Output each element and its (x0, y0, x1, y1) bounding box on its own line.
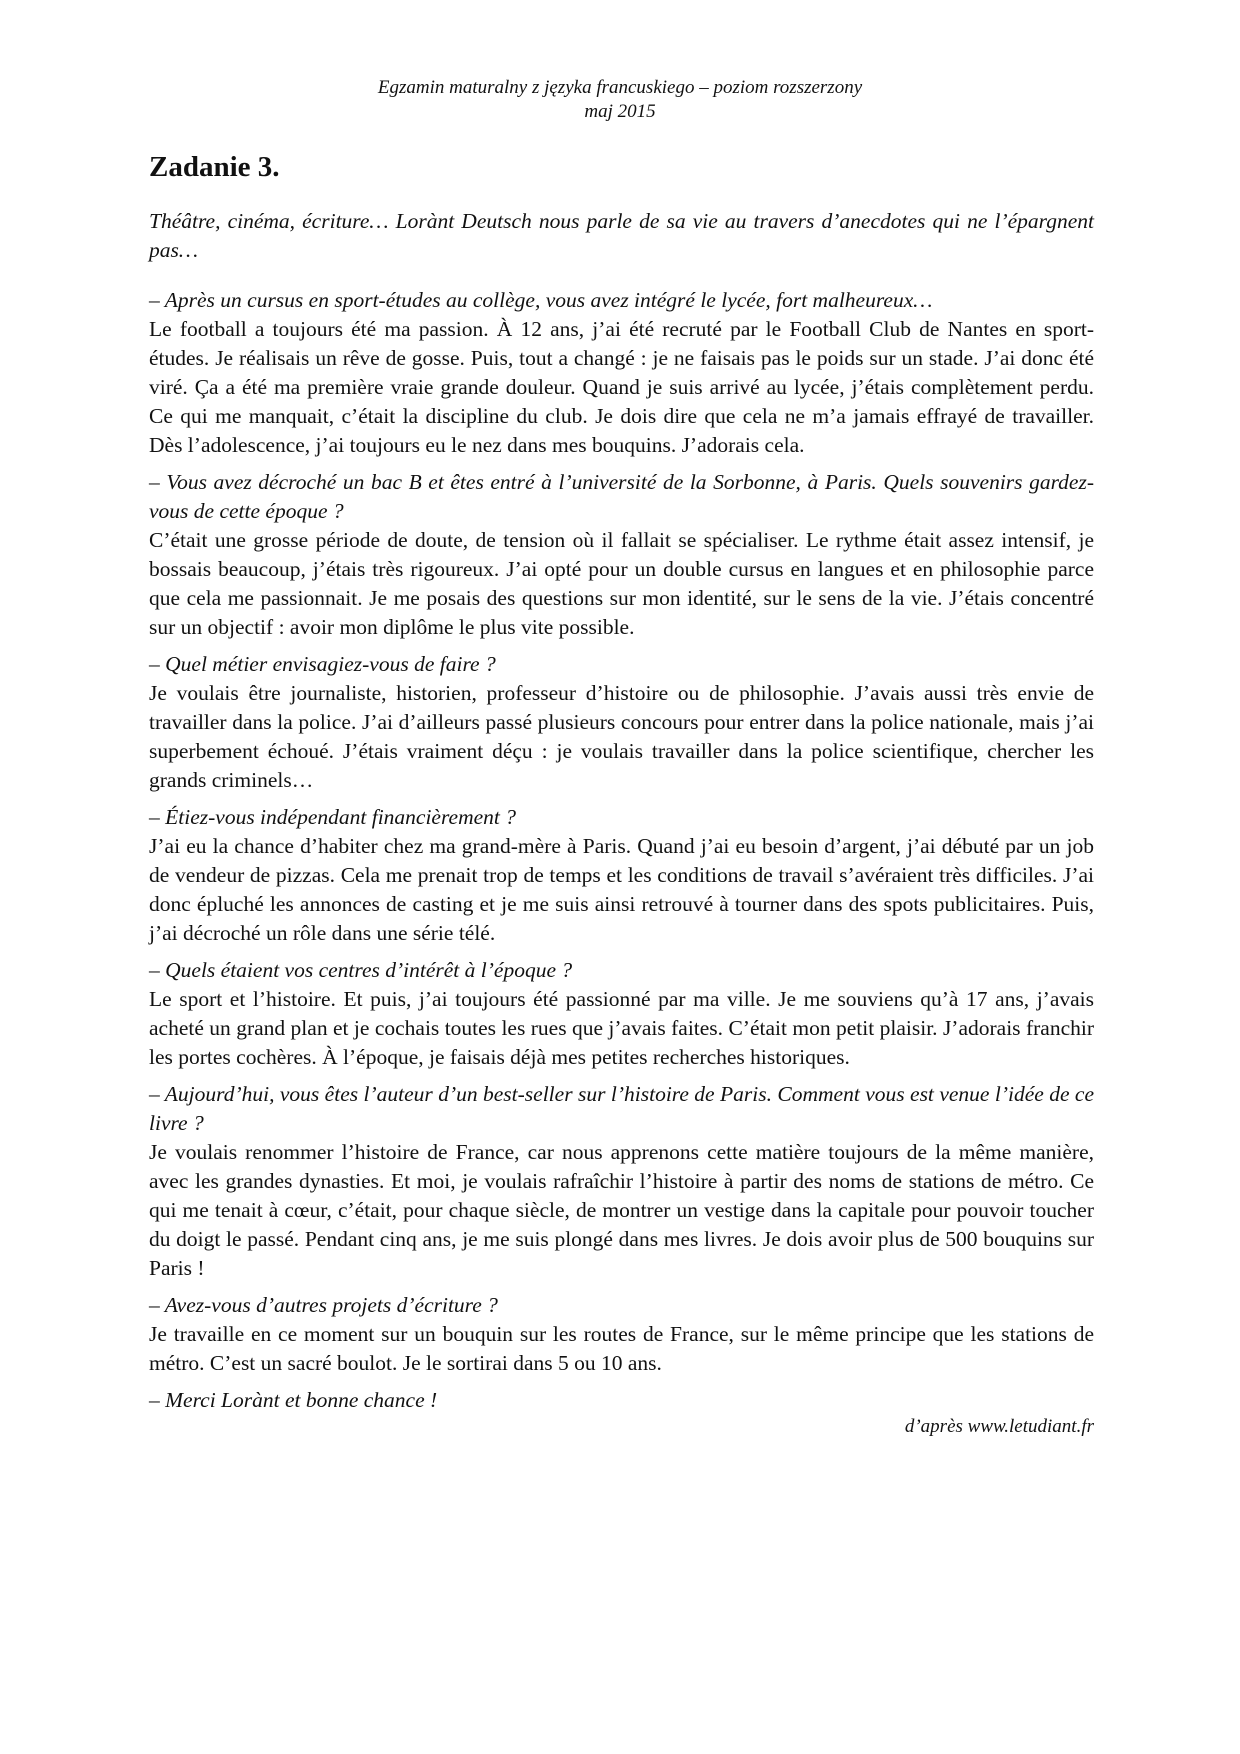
qa-block-6 (149, 1080, 1094, 1283)
qa-block-3 (149, 650, 1094, 795)
question-text: – Vous avez décroché un bac B et êtes entré à l’université de la Sorbonne, à Paris. Quels souvenirs gardez-vous de cette époque ? (149, 470, 1094, 523)
question-text: – Après un cursus en sport-études au collège, vous avez intégré le lycée, fort malheureux… (149, 288, 933, 312)
qa-block-7 (149, 1291, 1094, 1378)
qa-block-2 (149, 468, 1094, 642)
header-exam-title: Egzamin maturalny z języka francuskiego – poziom rozszerzony (377, 77, 863, 98)
closing-line: – Merci Lorànt et bonne chance ! (149, 1388, 438, 1412)
answer-text: Le football a toujours été ma passion. À 12 ans, j’ai été recruté par le Football Club de Nantes en sport-études. Je réalisais un rêve de gosse. Puis, tout a changé : je ne faisais pas le poids sur un stade. J’ai donc été viré. Ça a été ma première vraie grande douleur. Quand je suis arrivé au lycée, j’étais complètement perdu. Ce qui me manquait, c’était la discipline du club. Je dois dire que cela ne m’a jamais effrayé de travailler. Dès l’adolescence, j’ai toujours eu le nez dans mes bouquins. J’adorais cela. (149, 317, 1094, 457)
qa-block-1 (149, 286, 1094, 460)
question-text: – Étiez-vous indépendant financièrement ? (149, 805, 517, 829)
qa-block-5 (149, 956, 1094, 1072)
answer-text: J’ai eu la chance d’habiter chez ma grand-mère à Paris. Quand j’ai eu besoin d’argent, j’ai débuté par un job de vendeur de pizzas. Cela me prenait trop de temps et les conditions de travail s’avéraient très difficiles. J’ai donc épluché les annonces de casting et je me suis ainsi retrouvé à tourner dans des spots publicitaires. Puis, j’ai décroché un rôle dans une série télé. (149, 834, 1094, 945)
question-text: – Avez-vous d’autres projets d’écriture ? (149, 1293, 498, 1317)
answer-text: Je voulais être journaliste, historien, professeur d’histoire ou de philosophie. J’avais aussi très envie de travailler dans la police. J’ai d’ailleurs passé plusieurs concours pour entrer dans la police nationale, mais j’ai superbement échoué. J’étais vraiment déçu : je voulais travailler dans la police scientifique, chercher les grands criminels… (149, 681, 1094, 792)
interview-content (149, 207, 1094, 1439)
question-text: – Quel métier envisagiez-vous de faire ? (149, 652, 496, 676)
question-text: – Quels étaient vos centres d’intérêt à l’époque ? (149, 958, 573, 982)
answer-text: Je voulais renommer l’histoire de France, car nous apprenons cette matière toujours de la même manière, avec les grandes dynasties. Et moi, je voulais rafraîchir l’histoire à partir des noms de stations de métro. Ce qui me tenait à cœur, c’était, pour chaque siècle, de montrer un vestige dans la capitale pour pouvoir toucher du doigt le passé. Pendant cinq ans, je me suis plongé dans mes livres. Je dois avoir plus de 500 bouquins sur Paris ! (149, 1140, 1094, 1280)
source-attribution: d’après www.letudiant.fr (904, 1416, 1094, 1437)
answer-text: C’était une grosse période de doute, de tension où il fallait se spécialiser. Le rythme était assez intensif, je bossais beaucoup, j’étais très rigoureux. J’ai opté pour un double cursus en langues et en philosophie parce que cela me passionnait. Je me posais des questions sur mon identité, sur le sens de la vie. J’étais concentré sur un objectif : avoir mon diplôme le plus vite possible. (149, 528, 1094, 639)
question-text: – Aujourd’hui, vous êtes l’auteur d’un best-seller sur l’histoire de Paris. Comment vous est venue l’idée de ce livre ? (149, 1082, 1094, 1135)
intro-text: Théâtre, cinéma, écriture… Lorànt Deutsch nous parle de sa vie au travers d’anecdotes qui ne l’épargnent pas… (149, 209, 1094, 262)
header-date: maj 2015 (584, 101, 656, 122)
page-header (0, 76, 1240, 124)
task-title: Zadanie 3. (149, 151, 280, 183)
qa-block-4 (149, 803, 1094, 948)
answer-text: Je travaille en ce moment sur un bouquin sur les routes de France, sur le même principe que les stations de métro. C’est un sacré boulot. Je le sortirai dans 5 ou 10 ans. (149, 1322, 1094, 1375)
answer-text: Le sport et l’histoire. Et puis, j’ai toujours été passionné par ma ville. Je me souviens qu’à 17 ans, j’avais acheté un grand plan et je cochais toutes les rues que j’avais faites. C’était mon petit plaisir. J’adorais franchir les portes cochères. À l’époque, je faisais déjà mes petites recherches historiques. (149, 987, 1094, 1069)
